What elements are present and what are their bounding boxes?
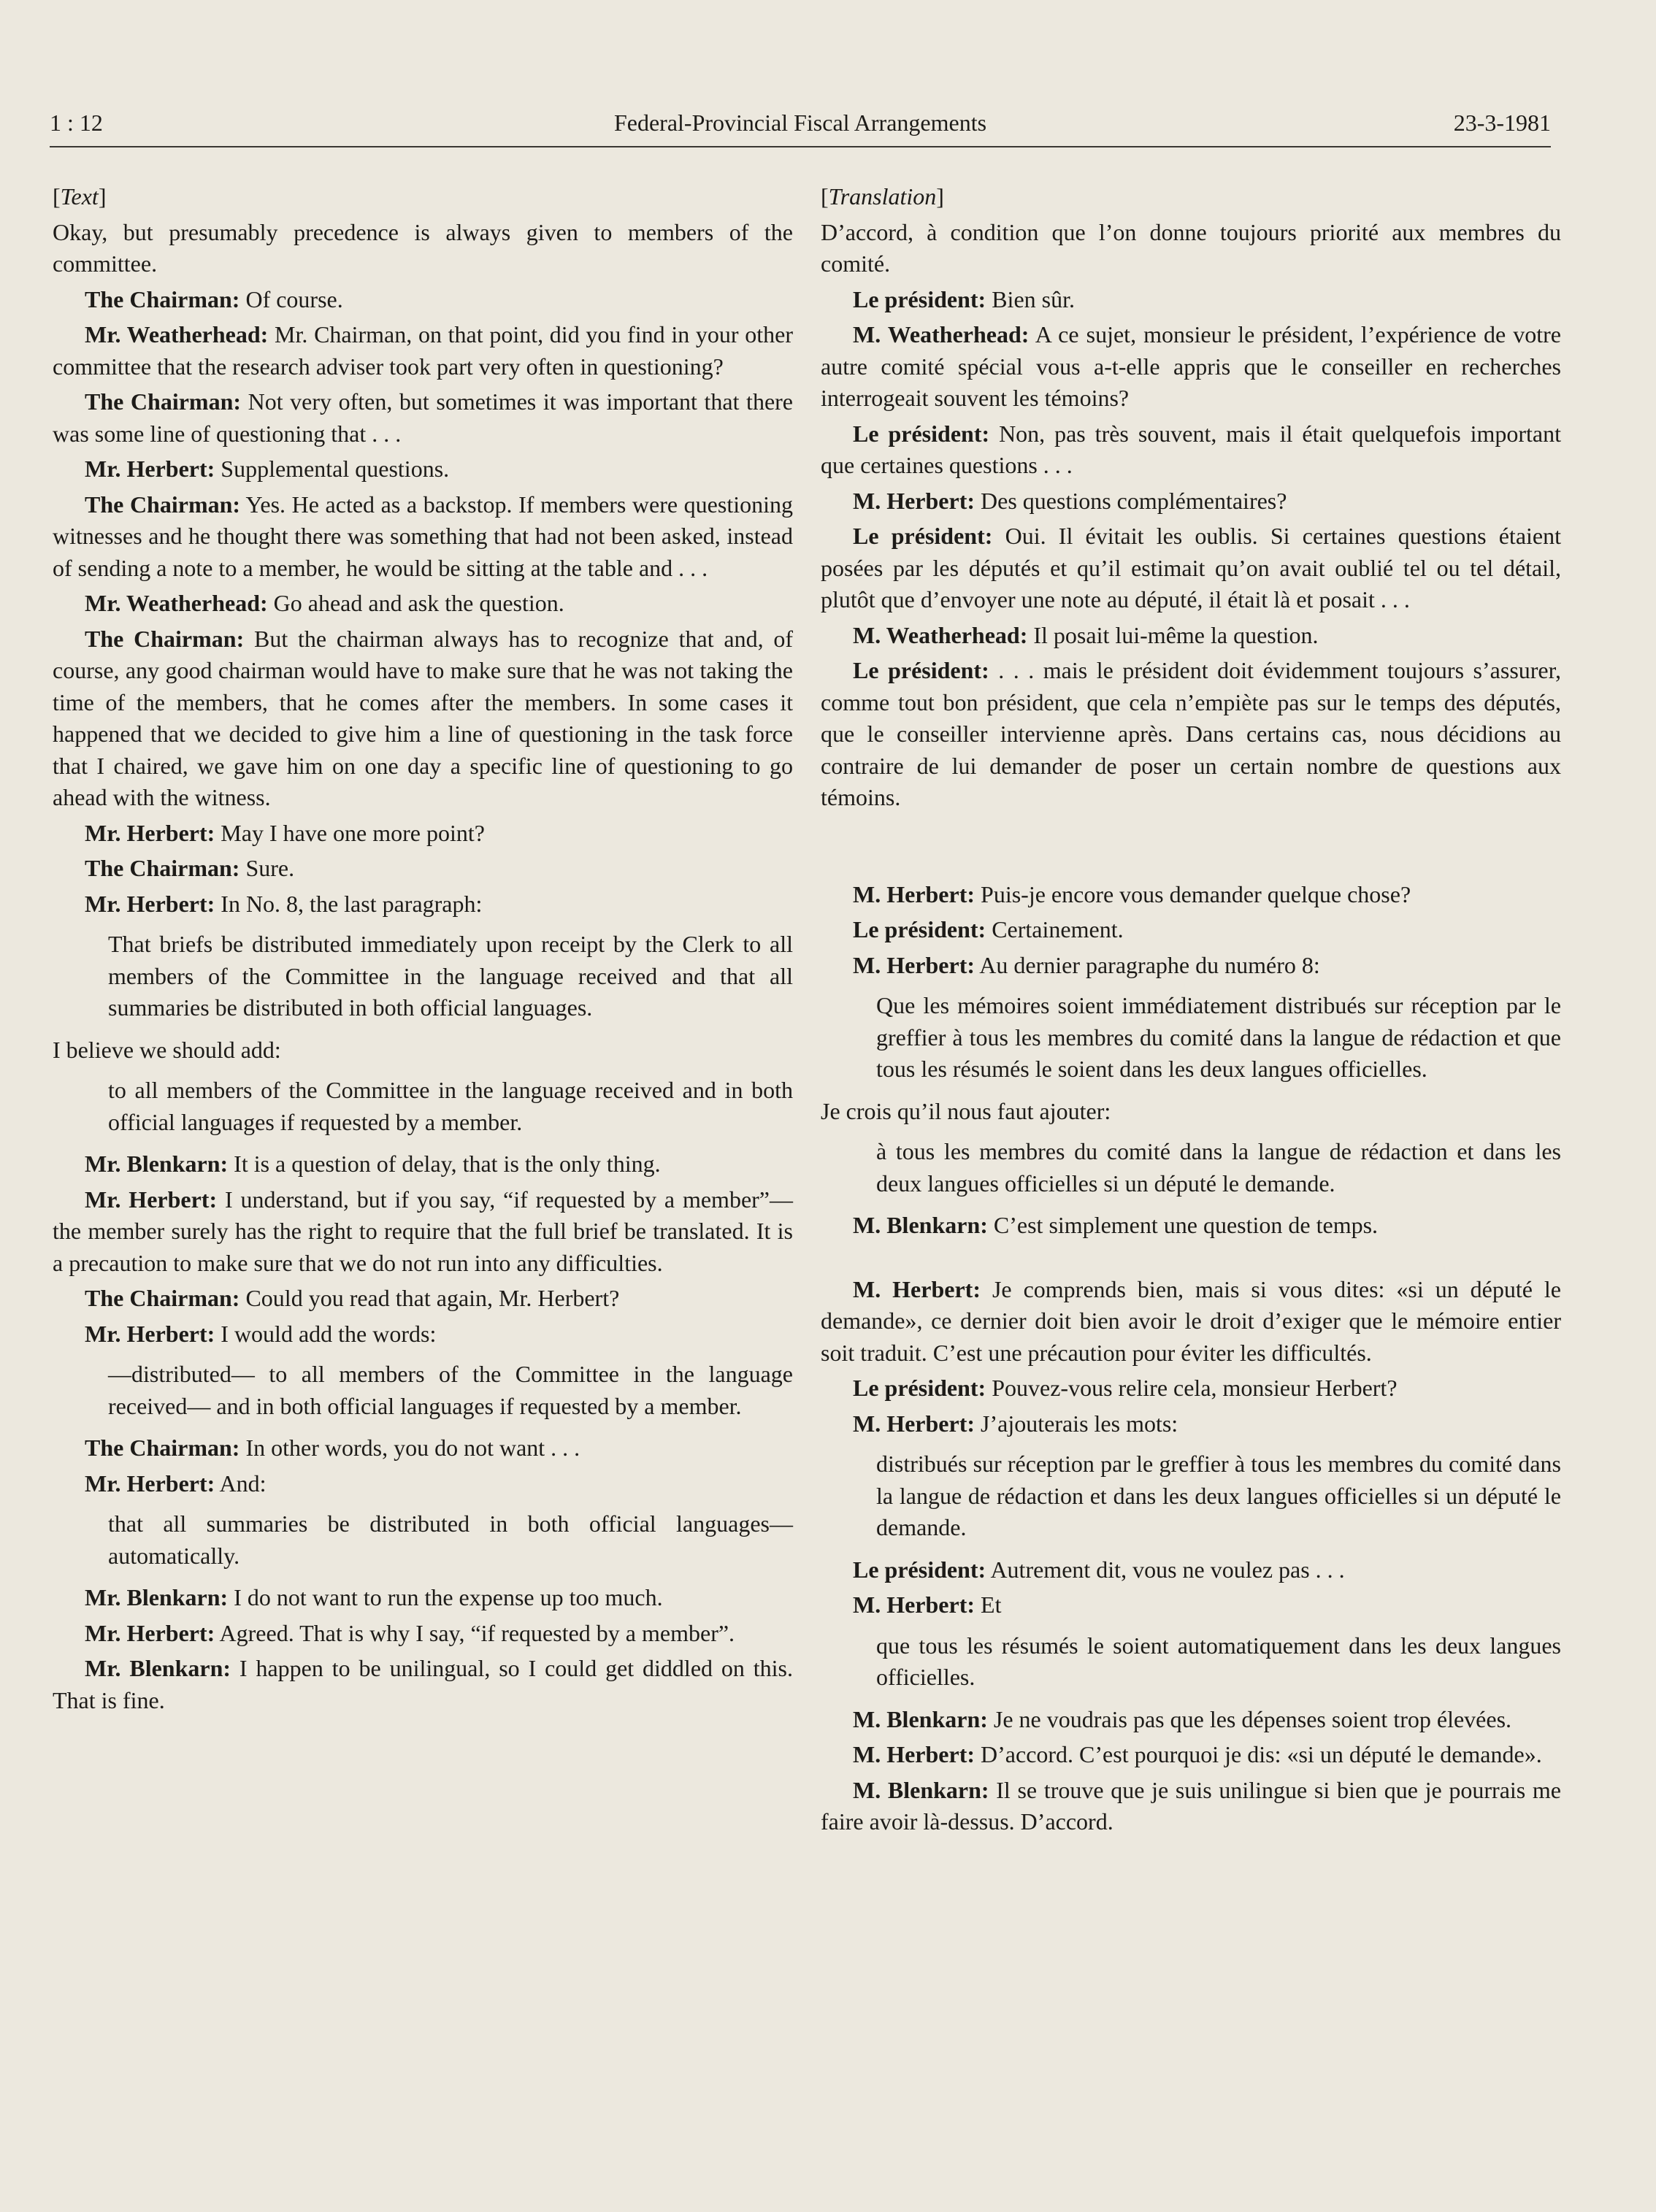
speaker-turn: M. Herbert: J’ajouterais les mots:: [853, 1410, 1178, 1437]
speaker-name: M. Herbert:: [853, 1275, 981, 1302]
speaker-turn: Mr. Weatherhead: Mr. Chairman, on that point, did you find in your other committee that the research adviser took part very often in questioning?: [53, 321, 794, 380]
speaker-name: The Chairman:: [85, 1435, 240, 1461]
speaker-turn: Mr. Herbert: In No. 8, the last paragraph:: [85, 890, 483, 917]
french-column: [821, 181, 1561, 1842]
speaker-name: Mr. Blenkarn:: [85, 1151, 229, 1177]
speaker-name: Mr. Blenkarn:: [85, 1584, 229, 1610]
speaker-turn: Mr. Herbert: I understand, but if you say, “if requested by a member”—the member surely has the right to require that the full brief be translated. It is a precaution to make sure that we do not run into any difficulties.: [53, 1186, 794, 1276]
quoted-motion: Que les mémoires soient immédiatement distribués sur réception par le greffier à tous les membres du comité dans la langue de rédaction et que tous les résumés le soient dans les deux langues officielles.: [876, 992, 1561, 1082]
speaker-name: Le président:: [853, 657, 989, 683]
speaker-name: M. Blenkarn:: [853, 1776, 989, 1803]
speaker-turn: M. Herbert: Je comprends bien, mais si vous dites: «si un député le demande», ce dernier doit bien avoir le droit d’exiger que le mémoire entier soit traduit. C’est une précaution pour éviter les difficultés.: [821, 1275, 1562, 1366]
page-number: 1 : 12: [50, 110, 103, 136]
speaker-turn: Mr. Herbert: And:: [85, 1470, 267, 1497]
speaker-turn: Mr. Herbert: Supplemental questions.: [85, 456, 450, 482]
header-rule: [50, 146, 1551, 147]
column-heading: [Translation]: [821, 183, 944, 210]
speaker-turn: The Chairman: In other words, you do not want . . .: [85, 1435, 580, 1461]
speaker-turn: Le président: Pouvez-vous relire cela, monsieur Herbert?: [853, 1375, 1398, 1401]
quoted-motion: to all members of the Committee in the language received and in both official languages if requested by a member.: [108, 1077, 793, 1135]
speaker-turn: M. Herbert: Des questions complémentaires?: [853, 487, 1287, 514]
speaker-name: Le président:: [853, 916, 986, 942]
speaker-turn: Mr. Blenkarn: I do not want to run the expense up too much.: [85, 1584, 663, 1610]
speaker-turn: M. Blenkarn: Il se trouve que je suis unilingue si bien que je pourrais me faire avoir là-dessus. D’accord.: [821, 1776, 1562, 1835]
speaker-turn: M. Herbert: Au dernier paragraphe du numéro 8:: [853, 951, 1320, 978]
speaker-turn: Le président: Oui. Il évitait les oublis. Si certaines questions étaient posées par les députés et qu’il estimait qu’on avait oublié tel ou tel détail, plutôt que d’envoyer une note au député, il était là et posait . . .: [821, 523, 1562, 612]
speaker-turn: Mr. Blenkarn: I happen to be unilingual, so I could get diddled on this. That is fine.: [53, 1655, 794, 1713]
speaker-name: Mr. Weatherhead:: [85, 590, 268, 616]
speaker-name: M. Weatherhead:: [853, 321, 1030, 347]
speaker-turn: Mr. Herbert: I would add the words:: [85, 1320, 437, 1347]
quoted-motion: That briefs be distributed immediately upon receipt by the Clerk to all members of the Committee in the language received and that all summaries be distributed in both official languages.: [108, 931, 793, 1021]
speaker-name: Le président:: [853, 1556, 986, 1583]
column-spacer: [821, 818, 1561, 879]
speaker-turn: Mr. Herbert: May I have one more point?: [85, 819, 485, 846]
speaker-name: Mr. Herbert:: [85, 456, 215, 482]
paragraph: Je crois qu’il nous faut ajouter:: [821, 1097, 1111, 1124]
speaker-turn: The Chairman: Of course.: [85, 285, 343, 312]
speaker-turn: Le président: Certainement.: [853, 916, 1124, 942]
english-column: [53, 181, 793, 1720]
header-date: 23-3-1981: [1453, 110, 1551, 136]
speaker-name: M. Herbert:: [853, 1591, 975, 1618]
speaker-name: Mr. Herbert:: [85, 1619, 215, 1646]
speaker-turn: M. Herbert: D’accord. C’est pourquoi je dis: «si un député le demande».: [853, 1741, 1542, 1767]
paragraph: D’accord, à condition que l’on donne toujours priorité aux membres du comité.: [821, 218, 1561, 277]
speaker-name: The Chairman:: [85, 491, 241, 518]
speaker-name: The Chairman:: [85, 1285, 240, 1311]
speaker-turn: The Chairman: But the chairman always has to recognize that and, of course, any good chairman would have to make sure that he was not taking the time of the members, that he comes after the members. In some cases it happened that we decided to give him a line of questioning in the task force that I chaired, we gave him on one day a specific line of questioning to go ahead with the witness.: [53, 625, 794, 810]
speaker-name: M. Herbert:: [853, 1741, 975, 1767]
speaker-turn: The Chairman: Yes. He acted as a backstop. If members were questioning witnesses and he thought there was something that had not been asked, instead of sending a note to a member, he would be sitting at the table and . . .: [53, 491, 794, 581]
speaker-name: Le président:: [853, 420, 990, 447]
speaker-name: M. Herbert:: [853, 1410, 975, 1437]
speaker-name: Le président:: [853, 523, 993, 549]
speaker-turn: M. Blenkarn: C’est simplement une question de temps.: [853, 1212, 1379, 1238]
speaker-turn: Le président: . . . mais le président doit évidemment toujours s’assurer, comme tout bon président, que cela n’empiète pas sur le temps des députés, que le conseiller intervienne après. Dans certains cas, nous décidions au contraire de lui demander de poser un certain nombre de questions aux témoins.: [821, 657, 1561, 810]
quoted-motion: à tous les membres du comité dans la langue de rédaction et dans les deux langues officielles si un député le demande.: [876, 1138, 1561, 1197]
quoted-motion: que tous les résumés le soient automatiquement dans les deux langues officielles.: [876, 1632, 1561, 1690]
quoted-motion: distribués sur réception par le greffier à tous les membres du comité dans la langue de rédaction et dans les deux langues officielles si un député le demande.: [876, 1451, 1561, 1540]
speaker-turn: Le président: Non, pas très souvent, mais il était quelquefois important que certaines questions . . .: [821, 420, 1562, 478]
running-header: [50, 110, 1551, 146]
speaker-turn: The Chairman: Sure.: [85, 855, 295, 881]
quoted-motion: that all summaries be distributed in both official languages—automatically.: [108, 1510, 793, 1569]
speaker-turn: M. Herbert: Et: [853, 1591, 1002, 1618]
speaker-name: The Chairman:: [85, 855, 240, 881]
speaker-name: Mr. Herbert:: [85, 819, 215, 846]
speaker-turn: Le président: Autrement dit, vous ne voulez pas . . .: [853, 1556, 1345, 1583]
speaker-name: The Chairman:: [85, 285, 240, 312]
speaker-name: M. Blenkarn:: [853, 1705, 988, 1732]
speaker-name: The Chairman:: [85, 388, 242, 415]
speaker-name: Mr. Herbert:: [85, 1320, 215, 1347]
speaker-turn: M. Herbert: Puis-je encore vous demander quelque chose?: [853, 880, 1411, 907]
speaker-turn: The Chairman: Could you read that again, Mr. Herbert?: [85, 1285, 620, 1311]
speaker-name: Le président:: [853, 1375, 986, 1401]
speaker-name: The Chairman:: [85, 625, 245, 652]
speaker-turn: Mr. Blenkarn: It is a question of delay, that is the only thing.: [85, 1151, 661, 1177]
speaker-turn: M. Weatherhead: A ce sujet, monsieur le président, l’expérience de votre autre comité spécial vous a-t-elle appris que le conseiller en recherches interrogeait souvent les témoins?: [821, 321, 1562, 411]
quoted-motion: —distributed— to all members of the Committee in the language received— and in both official languages if requested by a member.: [108, 1361, 793, 1419]
speaker-name: Mr. Herbert:: [85, 1186, 218, 1213]
speaker-name: M. Herbert:: [853, 487, 975, 514]
speaker-name: Le président:: [853, 285, 986, 312]
speaker-turn: The Chairman: Not very often, but sometimes it was important that there was some line of questioning that . . .: [53, 388, 794, 447]
speaker-name: Mr. Herbert:: [85, 1470, 215, 1497]
speaker-name: Mr. Blenkarn:: [85, 1655, 231, 1681]
speaker-turn: M. Weatherhead: Il posait lui-même la question.: [853, 621, 1319, 648]
speaker-turn: Mr. Weatherhead: Go ahead and ask the question.: [85, 590, 564, 616]
speaker-turn: Le président: Bien sûr.: [853, 285, 1075, 312]
speaker-name: M. Herbert:: [853, 880, 975, 907]
speaker-name: M. Blenkarn:: [853, 1212, 988, 1238]
column-heading: [Text]: [53, 183, 107, 210]
speaker-name: Mr. Weatherhead:: [85, 321, 269, 347]
publication-title: Federal-Provincial Fiscal Arrangements: [613, 110, 987, 136]
speaker-name: M. Weatherhead:: [853, 621, 1028, 648]
speaker-turn: M. Blenkarn: Je ne voudrais pas que les dépenses soient trop élevées.: [853, 1705, 1512, 1732]
paragraph: I believe we should add:: [53, 1036, 281, 1063]
paragraph: Okay, but presumably precedence is always given to members of the committee.: [53, 218, 793, 277]
speaker-name: Mr. Herbert:: [85, 890, 215, 917]
speaker-turn: Mr. Herbert: Agreed. That is why I say, “if requested by a member”.: [85, 1619, 735, 1646]
speaker-name: M. Herbert:: [853, 951, 975, 978]
